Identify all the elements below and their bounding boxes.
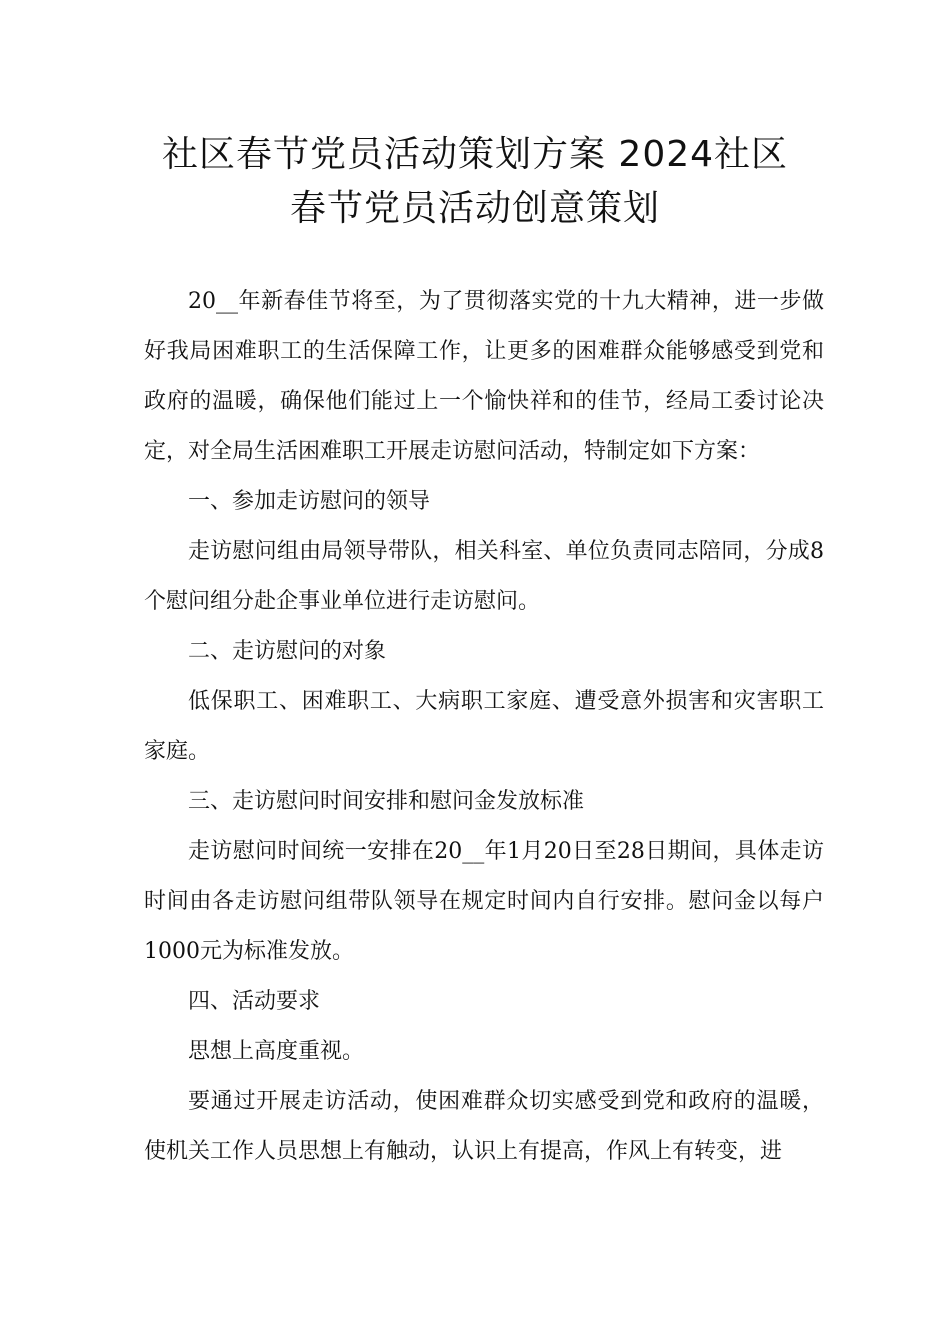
section-heading-1: 一、参加走访慰问的领导 (188, 489, 431, 514)
title-line-1: 社区春节党员活动策划方案 2024社区 (161, 134, 789, 175)
section-heading-4: 四、活动要求 (188, 989, 321, 1014)
intro-paragraph: 20__年新春佳节将至，为了贯彻落实党的十九大精神，进一步做好我局困难职工的生活保障工作，让更多的困难群众能够感受到党和政府的温暖，确保他们能过上一个愉快祥和的佳节，经局工委讨论决定，对全局生活困难职工开展走访慰问活动，特制定如下方案： (144, 289, 824, 464)
section-heading-3: 三、走访慰问时间安排和慰问金发放标准 (188, 789, 585, 814)
paragraph-requirement-1: 思想上高度重视。 (188, 1039, 365, 1064)
paragraph-requirement-detail: 要通过开展走访活动，使困难群众切实感受到党和政府的温暖，使机关工作人员思想上有触动，认识上有提高，作风上有转变，进 (144, 1089, 824, 1164)
section-heading-2: 二、走访慰问的对象 (188, 639, 387, 664)
paragraph-targets: 低保职工、困难职工、大病职工家庭、遭受意外损害和灾害职工家庭。 (144, 689, 824, 764)
paragraph-schedule: 走访慰问时间统一安排在20__年1月20日至28日期间，具体走访时间由各走访慰问组带队领导在规定时间内自行安排。慰问金以每户1000元为标准发放。 (144, 839, 824, 964)
document-body (144, 277, 824, 1177)
paragraph-leaders: 走访慰问组由局领导带队，相关科室、单位负责同志陪同，分成8个慰问组分赴企事业单位进行走访慰问。 (144, 539, 824, 614)
title-line-2: 春节党员活动创意策划 (289, 188, 660, 229)
document-title (120, 128, 830, 236)
